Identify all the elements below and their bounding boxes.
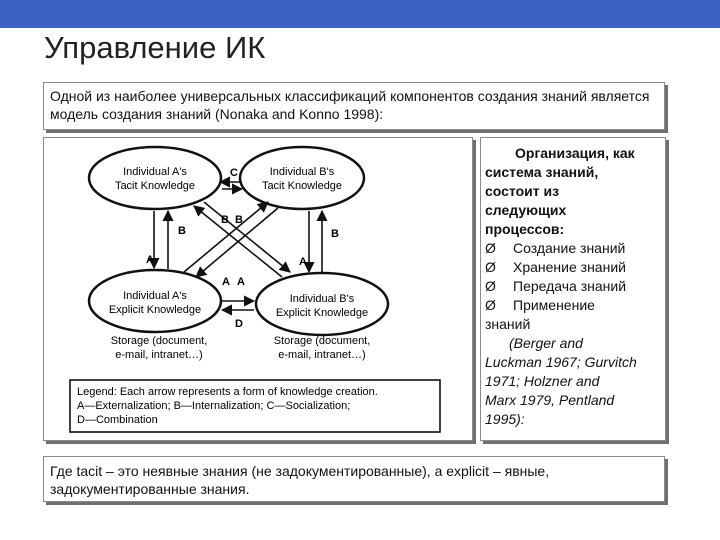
process-label-tail: знаний (485, 316, 531, 332)
list-item (485, 277, 661, 296)
arrow-bullet-icon: Ø (485, 259, 496, 275)
node-b-tacit-line1: Individual B's (269, 166, 335, 178)
intro-box (43, 82, 665, 130)
slide-title: Управление ИК (44, 30, 266, 65)
label-b-left: B (178, 225, 186, 237)
storage-b-line1: Storage (document, (273, 335, 371, 347)
arrow-bullet-icon: Ø (485, 278, 496, 294)
label-b-right: B (331, 228, 339, 240)
processes-heading-line: следующих (485, 202, 567, 218)
arrow-cross-3 (184, 202, 268, 272)
top-accent-bar (0, 0, 720, 28)
processes-heading-line: Организация, как (515, 145, 635, 161)
label-b-cross-1: B (221, 214, 229, 226)
processes-panel (480, 137, 666, 441)
legend-line-2: A—Externalization; B—Internalization; C—Socialization; (77, 400, 351, 412)
node-a-explicit-line1: Individual A's (123, 290, 187, 302)
node-a-tacit-line2: Tacit Knowledge (114, 180, 196, 192)
arrow-bullet-icon: Ø (485, 240, 496, 256)
label-c: C (230, 167, 238, 179)
list-item (485, 239, 661, 258)
list-item (485, 296, 661, 315)
arrow-cross-2 (204, 202, 290, 272)
label-a-right: A (299, 256, 307, 268)
list-item (485, 258, 661, 277)
citation-line: Luckman 1967; Gurvitch (485, 354, 637, 370)
process-label: Передача знаний (513, 278, 627, 294)
node-b-tacit (240, 147, 364, 209)
label-a-cross-2: A (237, 276, 245, 288)
citation-line: (Berger and (509, 335, 583, 351)
process-label: Применение (513, 297, 595, 313)
footnote-box (43, 456, 665, 502)
processes-heading-line: система знаний, (485, 164, 599, 180)
diagram-canvas (44, 138, 472, 440)
citation-line: 1971; Holzner and (485, 373, 600, 389)
node-b-explicit-line1: Individual B's (289, 293, 355, 305)
label-a-left: A (146, 254, 154, 266)
storage-b-line2: e-mail, intranet…) (278, 349, 366, 361)
processes-heading-line: процессов: (485, 221, 565, 237)
process-label: Хранение знаний (513, 259, 626, 275)
intro-text: Одной из наиболее универсальных классификаций компонентов создания знаний является модель создания знаний (Nonaka and Konno 1998): (50, 88, 650, 122)
storage-a-line2: e-mail, intranet…) (115, 349, 203, 361)
legend-line-3: D—Combination (77, 414, 158, 426)
node-a-tacit (89, 147, 221, 209)
node-a-explicit-line2: Explicit Knowledge (108, 304, 202, 316)
footnote-text: Где tacit – это неявные знания (не задокументированные), а explicit – явные, задокументированные знания. (50, 463, 550, 497)
label-a-cross-1: A (222, 276, 230, 288)
citation-line: 1995): (485, 411, 525, 427)
citation-line: Marx 1979, Pentland (485, 392, 615, 408)
label-d: D (235, 318, 243, 330)
process-label: Создание знаний (513, 240, 626, 256)
node-b-explicit-line2: Explicit Knowledge (275, 307, 369, 319)
label-b-cross-2: B (235, 214, 243, 226)
knowledge-creation-diagram (43, 137, 473, 441)
node-a-tacit-line1: Individual A's (123, 166, 187, 178)
arrow-bullet-icon: Ø (485, 297, 496, 313)
processes-heading-line: состоит из (485, 183, 560, 199)
storage-a-line1: Storage (document, (110, 335, 208, 347)
legend-line-1: Legend: Each arrow represents a form of knowledge creation. (77, 386, 378, 398)
node-b-tacit-line2: Tacit Knowledge (261, 180, 343, 192)
